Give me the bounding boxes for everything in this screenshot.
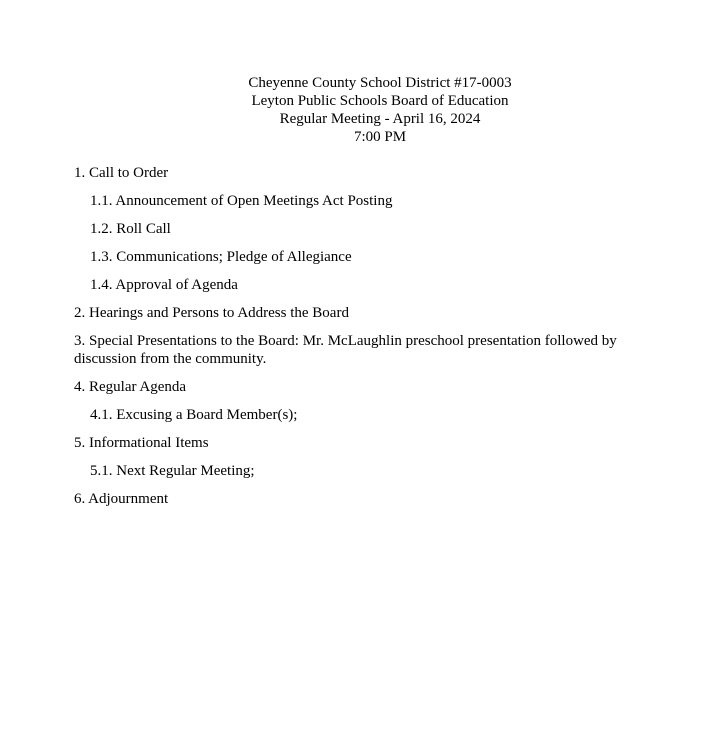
district-name: Cheyenne County School District #17-0003	[248, 75, 512, 91]
agenda-subitem-next-meeting: 5.1. Next Regular Meeting;	[90, 463, 255, 479]
agenda-subitem-excusing-member: 4.1. Excusing a Board Member(s);	[90, 407, 298, 423]
agenda-subitem-approval: 1.4. Approval of Agenda	[90, 277, 238, 293]
agenda-header	[0, 74, 725, 146]
agenda-subitem-open-meetings-act: 1.1. Announcement of Open Meetings Act Posting	[90, 193, 393, 209]
agenda-list	[74, 164, 654, 518]
agenda-subitem-roll-call: 1.2. Roll Call	[90, 221, 171, 237]
agenda-item-call-to-order: 1. Call to Order	[74, 165, 169, 181]
meeting-time: 7:00 PM	[353, 129, 407, 145]
meeting-title: Regular Meeting - April 16, 2024	[279, 111, 481, 127]
agenda-item-regular-agenda: 4. Regular Agenda	[74, 379, 187, 395]
agenda-item-informational: 5. Informational Items	[74, 435, 209, 451]
agenda-item-hearings: 2. Hearings and Persons to Address the Board	[74, 305, 349, 321]
agenda-item-special-presentations: 3. Special Presentations to the Board: Mr. McLaughlin preschool presentation followed by discussion from the community.	[74, 333, 617, 367]
agenda-item-adjournment: 6. Adjournment	[74, 491, 169, 507]
board-name: Leyton Public Schools Board of Education	[251, 93, 509, 109]
agenda-subitem-pledge: 1.3. Communications; Pledge of Allegiance	[90, 249, 352, 265]
